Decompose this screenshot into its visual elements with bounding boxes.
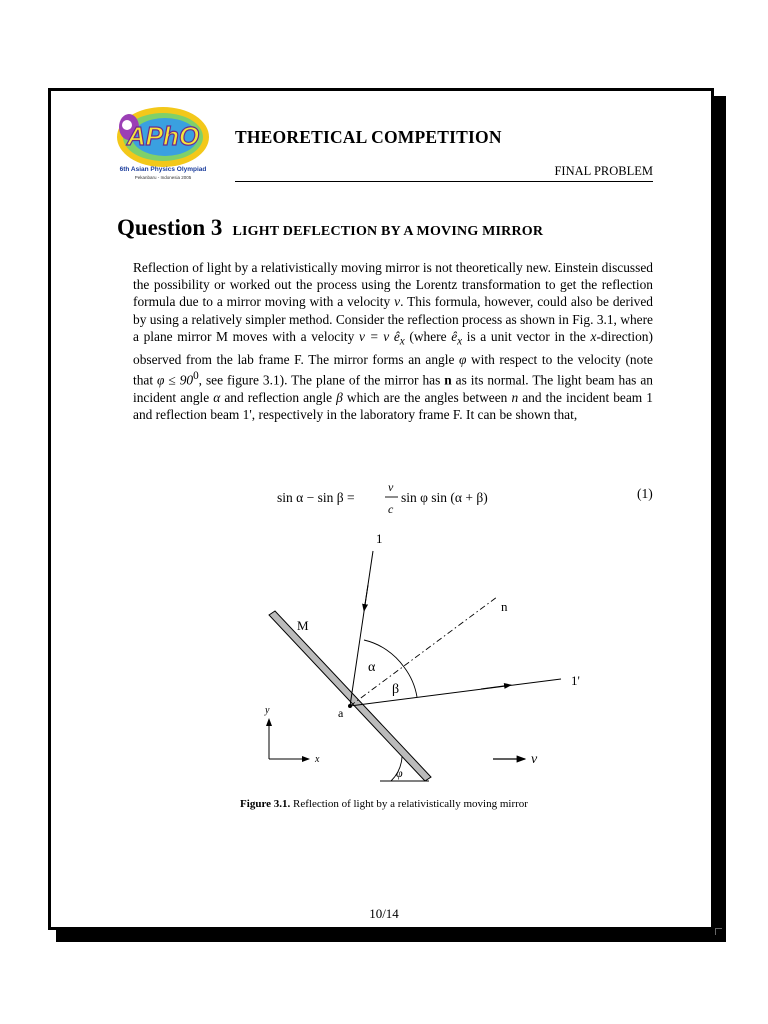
page-number: 10/14: [369, 906, 399, 921]
text-segment: with respect to the velocity (note that: [133, 351, 653, 388]
incident-beam-label: 1: [376, 531, 383, 546]
point-a: [348, 704, 352, 708]
mirror-label: M: [297, 618, 309, 633]
y-axis-label: y: [265, 705, 270, 716]
normal-vector-symbol: n: [511, 389, 519, 405]
incident-beam: [350, 551, 373, 706]
problem-paragraph: Reflection of light by a relativistically moving mirror is not theoretically new. Einstein discussed the possibility or worked out the process using the Lorentz transformation to get the reflection formula due to a mirror moving with a velocity v. This formula, however, could also be derived by using a relatively simpler method. Consider the reflection process as shown in Fig. 3.1, where a plane mirror M moves with a velocity v = v $ê_x$ (where $ê_x$ is a unit vector in the x-direction) observed from the lab frame F. The mirror forms an angle φ with respect to the velocity (note that $\varphi \le 90^0$, see figure 3.1). The plane of the mirror has n as its normal. The light beam has an incident angle α and reflection angle β which are the angles between n and the incident beam 1 and reflection beam 1', respectively in the laboratory frame F. It can be shown that,: [133, 260, 654, 422]
phi-condition: φ ≤ 90: [157, 372, 194, 388]
equation-number: (1): [637, 486, 653, 501]
text-segment: and the incident beam 1 and reflection beam 1', respectively in the laboratory frame F. It can be shown that,: [133, 389, 653, 422]
text-segment: -direction) observed from the lab frame F. The mirror forms an angle: [133, 328, 653, 367]
beta-arc: [404, 667, 417, 697]
beta-symbol: β: [336, 389, 343, 405]
equation-1: [277, 477, 517, 519]
equation-lhs: sin α − sin β =: [277, 490, 355, 505]
phi-label: φ: [396, 766, 403, 780]
velocity-equation: v = v ê: [359, 328, 400, 344]
question-heading: [117, 215, 543, 241]
corner-mark: [715, 928, 722, 935]
text-segment: which are the angles between: [346, 389, 508, 405]
apho-logo: [113, 103, 213, 181]
caption-bold: Figure 3.1.: [240, 798, 291, 810]
velocity-symbol: v: [394, 294, 401, 310]
header-rule: [235, 181, 653, 182]
phi-symbol: φ: [458, 351, 467, 367]
question-number: Question 3: [117, 215, 223, 240]
question-title: LIGHT DEFLECTION BY A MOVING MIRROR: [232, 224, 544, 239]
degree-superscript: 0: [193, 369, 199, 382]
logo-subtitle: 6th Asian Physics Olympiad: [119, 166, 207, 173]
figure-caption: [51, 798, 717, 810]
text-segment: and reflection angle: [224, 389, 333, 405]
caption-text: Reflection of light by a relativistically moving mirror: [290, 798, 528, 810]
logo-location: Pekanbaru - Indonesia 2005: [134, 175, 192, 180]
incident-beam-arrow: [364, 585, 368, 611]
beta-label: β: [392, 682, 400, 697]
mirror-plate: [269, 611, 431, 781]
text-segment: , see figure 3.1). The plane of the mirror has: [198, 372, 441, 388]
equation-frac-num: v: [388, 480, 394, 494]
reflected-beam-label: 1': [571, 673, 580, 688]
text-segment: Reflection of light by a relativistically moving mirror is not theoretically new. Einstein discussed the possibility or worked out the process using the Lorentz transformation to get the reflection formula due to a mirror moving with a velocity: [133, 260, 653, 310]
reflected-beam-arrow: [481, 685, 511, 689]
normal-symbol: n: [444, 372, 452, 388]
equation-frac-den: c: [388, 502, 394, 516]
problem-label: FINAL PROBLEM: [554, 164, 653, 178]
equation-rhs: sin φ sin (α + β): [401, 490, 488, 505]
competition-title: THEORETICAL COMPETITION: [235, 127, 502, 147]
normal-label: n: [501, 599, 508, 614]
text-segment: is a unit vector in the: [466, 328, 586, 344]
velocity-label: v: [531, 752, 538, 767]
text-segment: (where: [409, 328, 447, 344]
reflected-beam: [350, 679, 561, 706]
figure-3-1: [201, 519, 601, 799]
text-segment: as its normal. The light beam has an incident angle: [133, 372, 653, 405]
point-a-label: a: [338, 706, 344, 720]
unit-vector-symbol: ê: [451, 328, 458, 344]
alpha-symbol: α: [213, 389, 221, 405]
page: [48, 88, 714, 930]
x-symbol: x: [590, 328, 597, 344]
text-segment: . This formula, however, could also be derived by using a relatively simpler method. Consider the reflection process as shown in Fig. 3.1, where a plane mirror M moves with a velocity: [133, 294, 654, 344]
alpha-label: α: [368, 660, 376, 675]
logo-text: APhO: [126, 121, 200, 151]
x-axis-label: x: [315, 754, 320, 765]
